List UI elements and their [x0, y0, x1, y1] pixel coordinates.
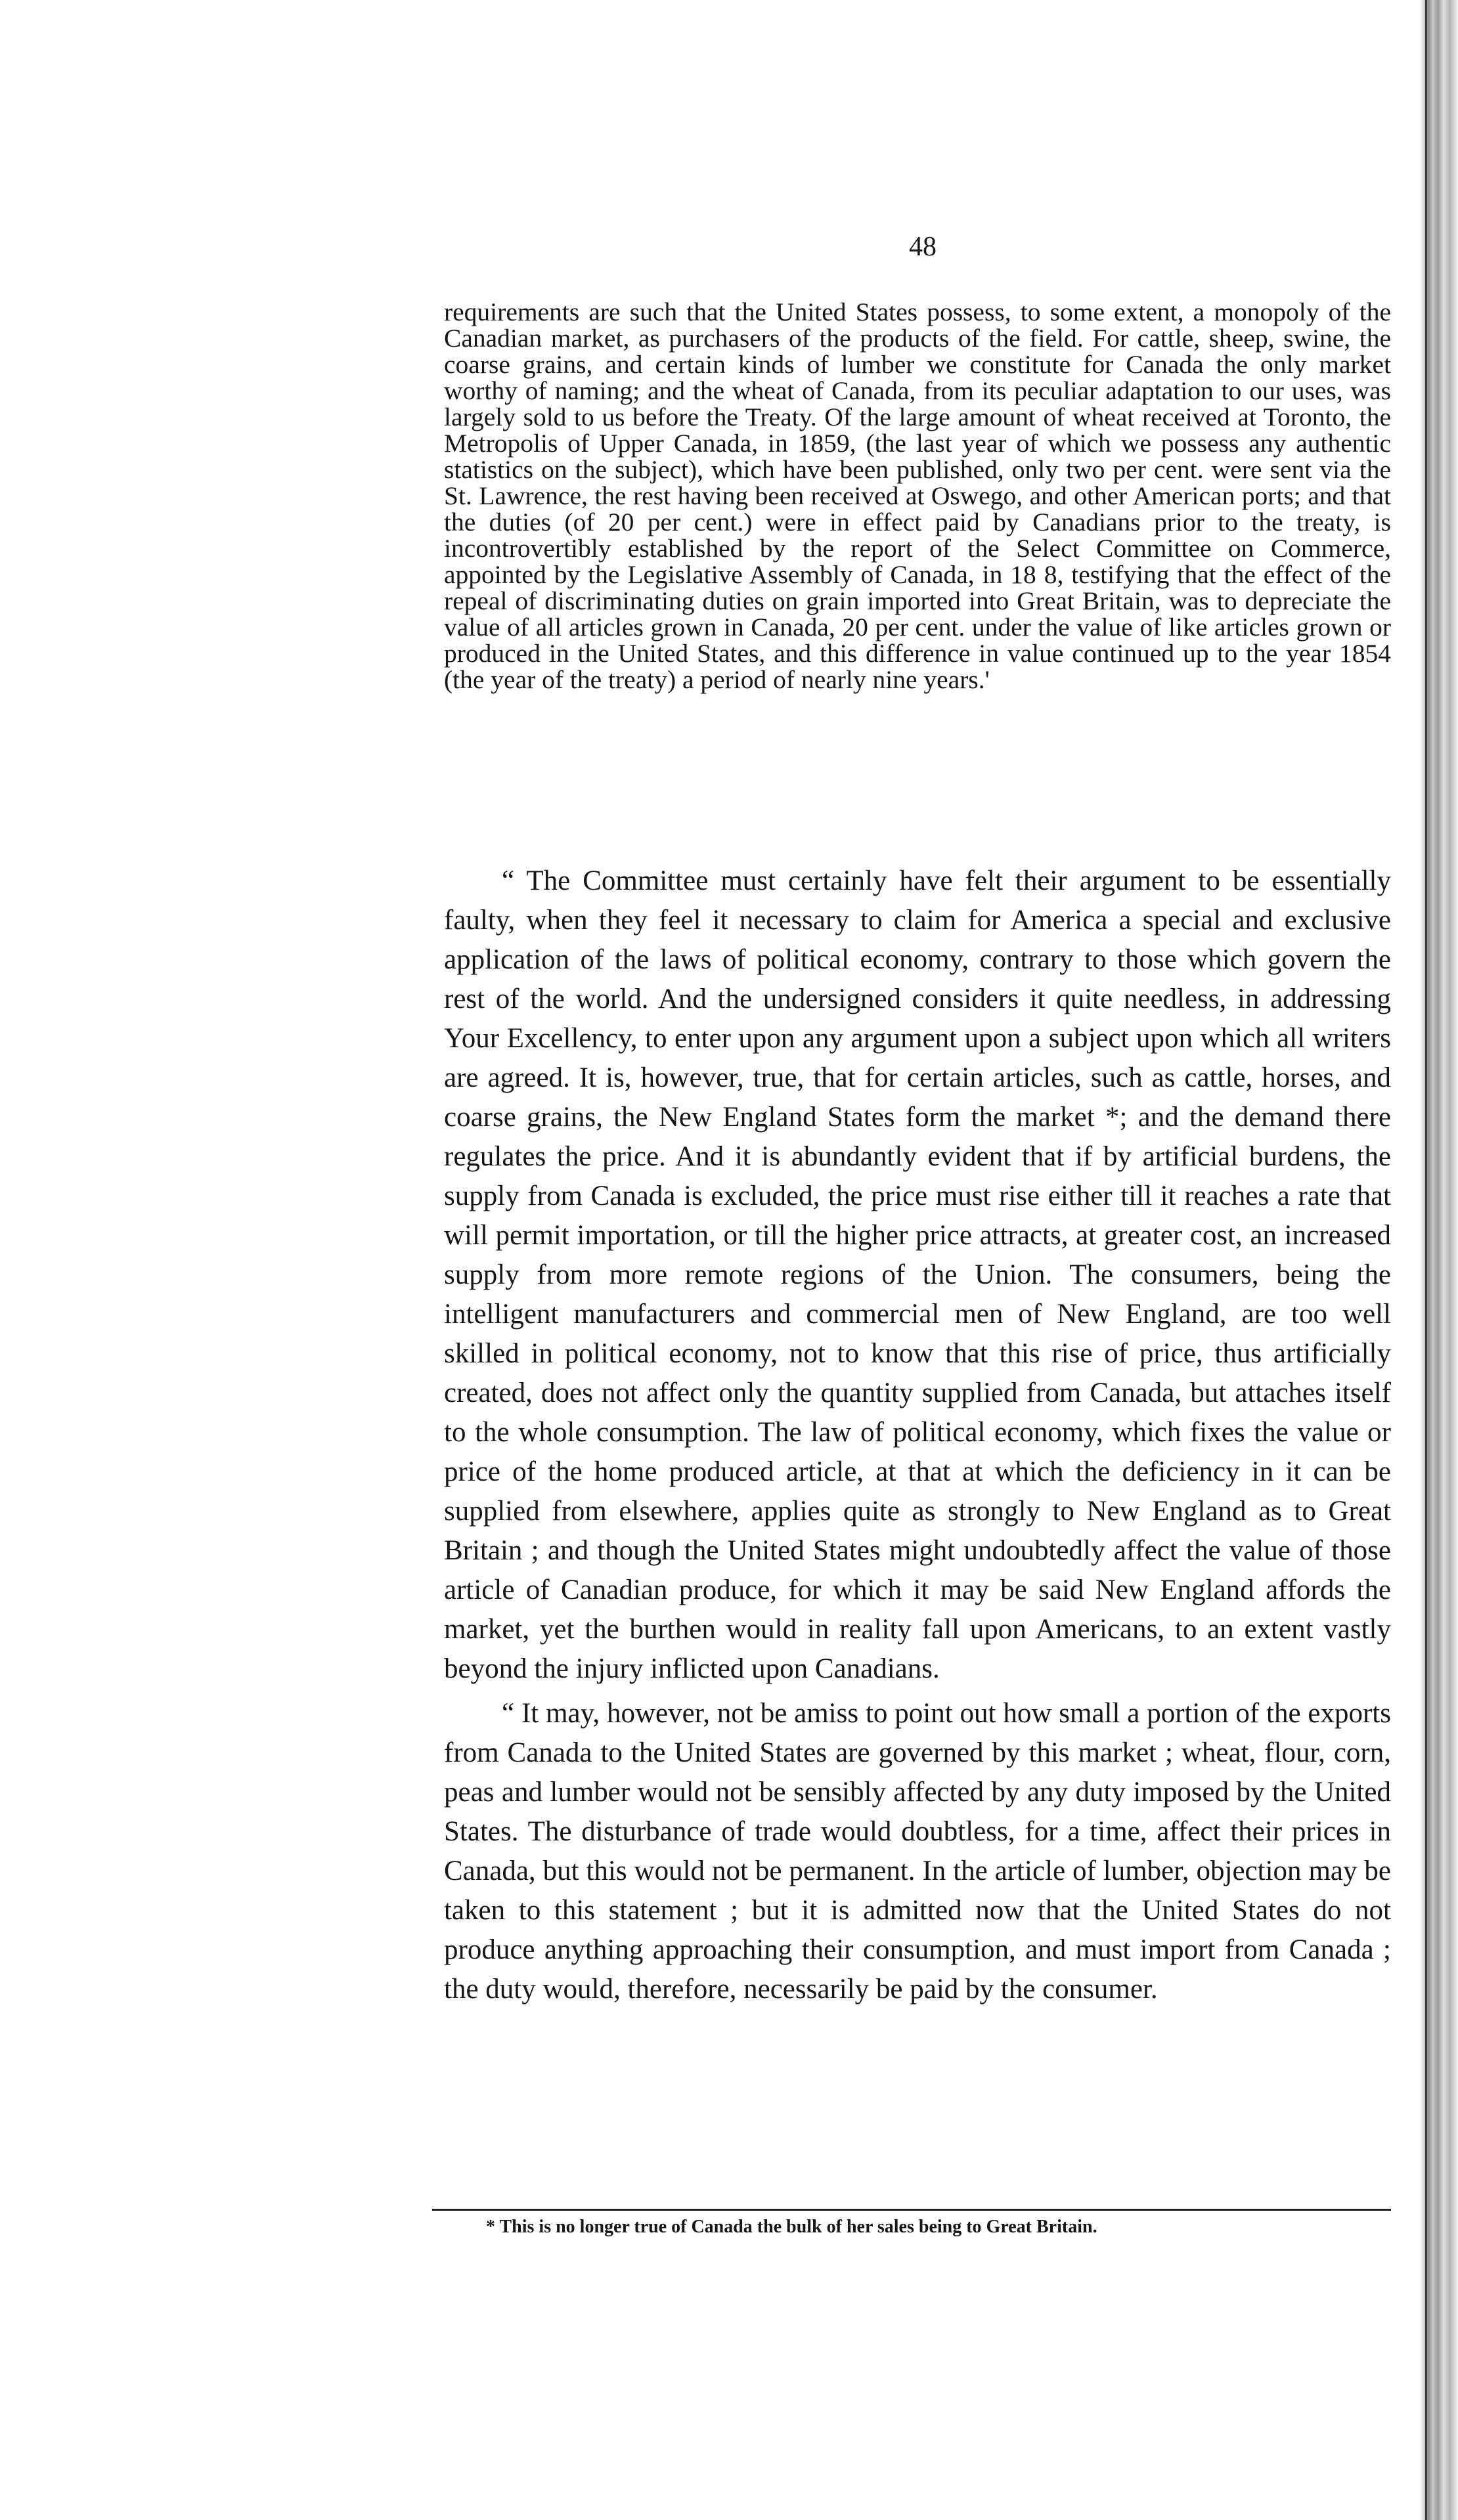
page-number: 48: [909, 232, 937, 262]
paragraph-exports-market: “ It may, however, not be amiss to point out how small a portion of the exports from Canada to the United States are governed by this market ; wheat, flour, corn, peas and lumber would not be sensibly affected by any duty imposed by the United States. The disturbance of trade would doubtless, for a time, affect their prices in Canada, but this would not be permanent. In the article of lumber, objection may be taken to this statement ; but it is admitted now that the United States do not produce anything approaching their consumption, and must import from Canada ; the duty would, therefore, necessarily be paid by the consumer.: [444, 1698, 1391, 2005]
quoted-extract: [444, 299, 1391, 693]
footnote: * This is no longer true of Canada the bulk of her sales being to Great Britain.: [486, 2217, 1097, 2237]
quoted-paragraph: requirements are such that the United States possess, to some extent, a monopoly of the Canadian market, as purchasers of the products of the field. For cattle, sheep, swine, the coarse grains, and certain kinds of lumber we constitute for Canada the only market worthy of naming; and the wheat of Canada, from its peculiar adaptation to our uses, was largely sold to us before the Treaty. Of the large amount of wheat received at Toronto, the Metropolis of Upper Canada, in 1859, (the last year of which we possess any authentic statistics on the subject), which have been published, only two per cent. were sent via the St. Lawrence, the rest having been received at Oswego, and other American ports; and that the duties (of 20 per cent.) were in effect paid by Canadians prior to the treaty, is incontrovertibly established by the report of the Select Committee on Commerce, appointed by the Legislative Assembly of Canada, in 18 8, testifying that the effect of the repeal of discriminating duties on grain imported into Great Britain, was to depreciate the value of all articles grown in Canada, 20 per cent. under the value of like articles grown or produced in the United States, and this difference in value continued up to the year 1854 (the year of the treaty) a period of nearly nine years.': [444, 297, 1391, 694]
paragraph-committee-argument: “ The Committee must certainly have felt their argument to be essentially faulty, when they feel it necessary to claim for America a special and exclusive application of the laws of political economy, contrary to those which govern the rest of the world. And the undersigned considers it quite needless, in addressing Your Excellency, to enter upon any argument upon a subject upon which all writers are agreed. It is, however, true, that for certain articles, such as cattle, horses, and coarse grains, the New England States form the market *; and the demand there regulates the price. And it is abundantly evident that if by artificial burdens, the supply from Canada is excluded, the price must rise either till it reaches a rate that will permit importation, or till the higher price attracts, at greater cost, an increased supply from more remote regions of the Union. The consumers, being the intelligent manufacturers and commercial men of New England, are too well skilled in political economy, not to know that this rise of price, thus artificially created, does not affect only the quantity supplied from Canada, but attaches itself to the whole consumption. The law of political economy, which fixes the value or price of the home produced article, at that at which the deficiency in it can be supplied from elsewhere, applies quite as strongly to New England as to Great Britain ; and though the United States might undoubtedly affect the value of those article of Canadian produce, for which it may be said New England affords the market, yet the burthen would in reality fall upon Americans, to an extent vastly beyond the injury inflicted upon Canadians.: [444, 865, 1391, 1684]
footnote-divider: [432, 2209, 1391, 2211]
body-text: [444, 861, 1391, 2009]
page-edge-line: [1425, 0, 1427, 2520]
